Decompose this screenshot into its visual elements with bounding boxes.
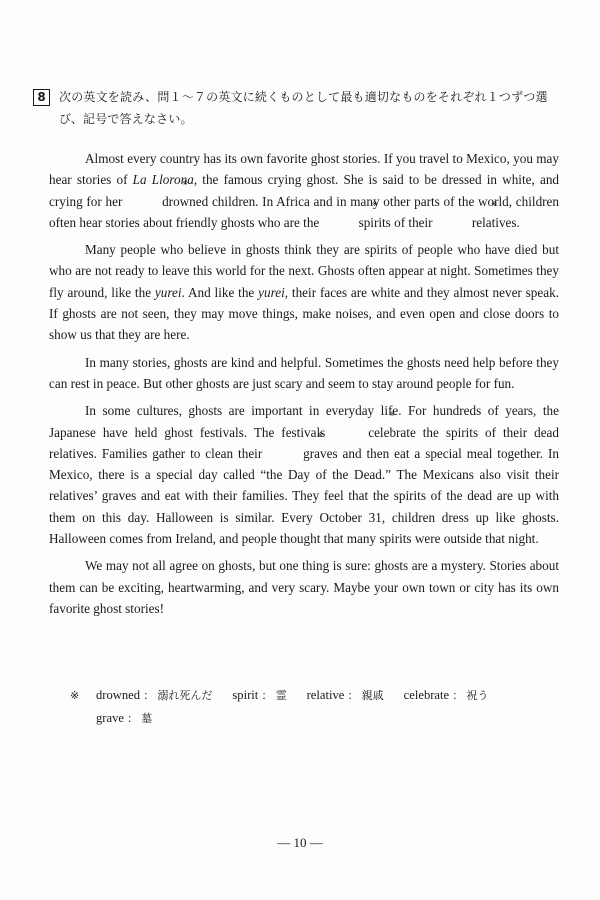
instruction-line-2: び、記号で答えなさい。 [59,112,193,126]
glossed-word-celebrate: ※ celebrate [332,422,416,443]
glossary-item [404,684,489,707]
glossary [70,684,570,730]
glossary-term: drowned [96,688,141,702]
text: In some cultures, ghosts are important in everyday life. For hundreds of years, the Japanese have held ghost festivals. The festivals [49,403,559,440]
text: Almost every country has its own favorite ghost stories. If you travel to Mexico, you may hear stories of [49,151,559,188]
glossary-term: grave [96,711,124,725]
glossed-word-spirits: ※ spirits [323,212,391,233]
glossary-separator: ： [261,689,273,702]
glossary-definition: 霊 [275,689,287,702]
text: their faces are white and they almost never speak. If ghosts are not seen, they may move things, make noises, and even open and close doors to show us that they are here. [49,284,560,343]
paragraph-1 [49,148,559,233]
glossary-term: spirit [232,688,259,702]
paragraph-5: We may not all agree on ghosts, but one thing is sure: ghosts are a mystery. Stories about them can be exciting, heartwarming, and very scary. Maybe your own town or city has its own favorite ghost stories! [49,558,559,616]
yurei-word: yurei [154,284,182,300]
paragraph-3: In many stories, ghosts are kind and helpful. Sometimes the ghosts need help before they can rest in peace. But other ghosts are just scary and seem to stay around people for fun. [49,354,559,391]
glossary-separator: ： [127,712,139,725]
text: . [516,214,520,230]
question-instruction [59,86,573,130]
paragraph-2 [49,239,559,345]
glossed-word-relatives: ※ relatives [436,212,517,233]
yurei-word: yurei, [258,284,289,300]
glossary-term: relative [306,688,345,702]
reading-passage [49,148,559,625]
text: the spirits of their dead relatives. Families gather to clean their [49,424,560,461]
text: children. In Africa and in many other parts of the world, children often hear stories about friendly ghosts who are the [49,193,560,230]
reference-mark-icon: ※ [70,689,80,702]
glossary-definition: 墓 [141,712,153,725]
glossary-term: celebrate [403,688,450,702]
paragraph-4 [49,400,559,549]
question-header [33,86,573,130]
la-llorona-title: La Llorona [132,172,194,188]
glossary-row [70,684,570,707]
glossary-item [96,684,212,707]
text: and then eat a special meal together. In Mexico, there is a special day called “the Day of the Dead.” The Mexicans also visit their relatives’ graves and eat with their families. They feel that the spirits of the dead are up with them on this day. Halloween is similar. Every October 31, children dress up like ghosts. Halloween comes from Ireland, and people thought that many spirits were outside that night. [49,445,559,547]
glossary-item [307,684,384,707]
glossary-separator: ： [452,689,464,702]
glossary-separator: ： [143,689,155,702]
instruction-line-1: 次の英文を読み、問１～７の英文に続くものとして最も適切なものをそれぞれ１つずつ選 [59,90,548,104]
glossary-definition: 親戚 [361,689,384,702]
text: Many people who believe in ghosts think they are spirits of people who have died but who are not ready to leave this world for the next. Ghosts often appear at night. Sometimes they fly around, like the [49,242,559,300]
glossed-word-drowned: ※ drowned [126,191,208,212]
question-number-box: 8 [33,89,50,106]
glossary-item [232,684,286,707]
glossary-separator: ： [347,689,359,702]
glossary-row [70,707,570,730]
text: , the famous crying ghost. She is said to be dressed in white, and crying for her [49,172,559,209]
glossary-definition: 溺れ死んだ [157,689,213,702]
glossary-item [96,707,152,730]
text: of their [390,214,436,230]
page-number: — 10 — [277,835,323,850]
text: . And like the [181,284,259,300]
glossed-word-graves: ※ graves [267,443,337,464]
glossary-definition: 祝う [466,689,489,702]
